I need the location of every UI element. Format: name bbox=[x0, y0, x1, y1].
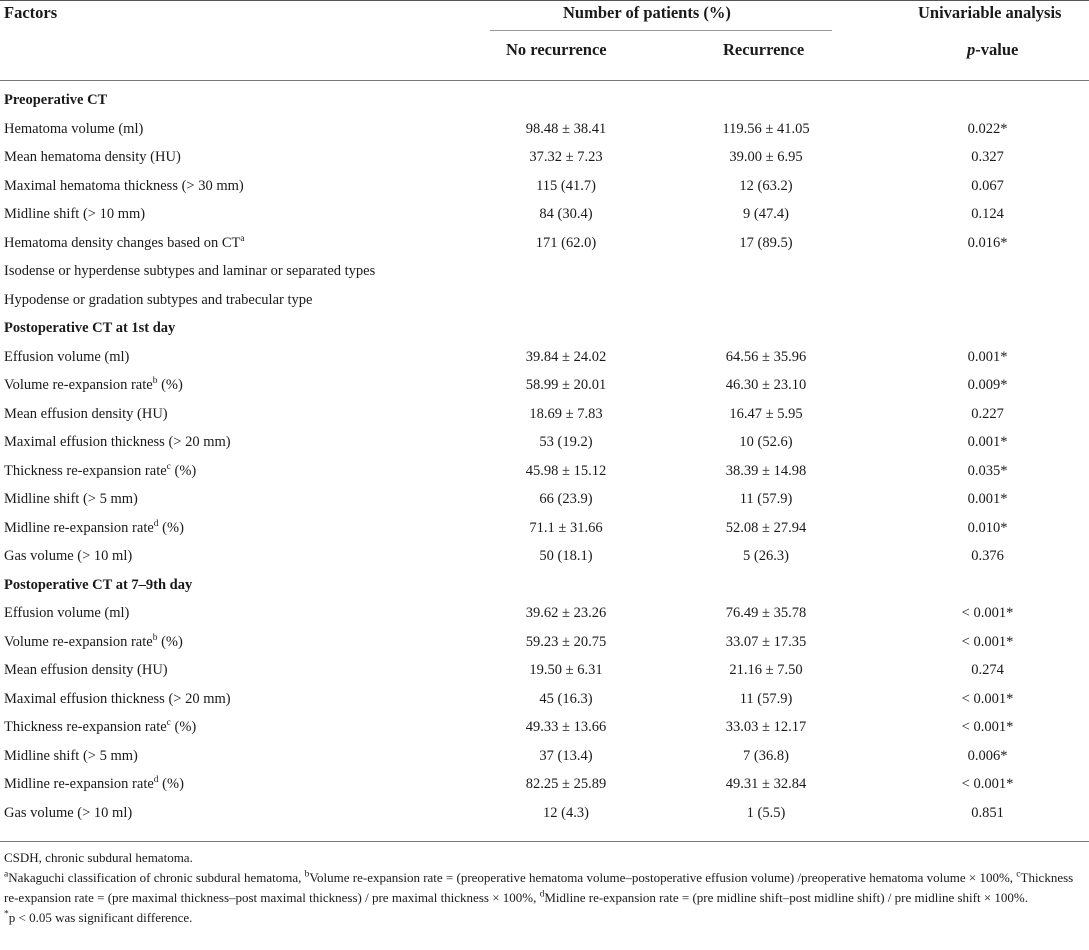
row-label bbox=[4, 656, 168, 685]
recurrence-value: 33.03 ± 12.17 bbox=[725, 719, 807, 735]
row-label-text: Thickness re-expansion rate bbox=[4, 719, 167, 735]
table-row bbox=[0, 286, 1089, 315]
row-label bbox=[4, 371, 183, 400]
row-label-text: Gas volume (> 10 ml) bbox=[4, 804, 133, 821]
row-label-text: Midline shift (> 10 mm) bbox=[4, 206, 146, 222]
row-label-unit: (%) bbox=[170, 462, 197, 479]
row-label-text: Gas volume (> 10 ml) bbox=[4, 548, 133, 564]
row-label bbox=[4, 514, 184, 543]
p-value: 0.124 bbox=[971, 206, 1004, 222]
recurrence-value: 33.07 ± 17.35 bbox=[725, 633, 807, 650]
recurrence-value: 16.47 ± 5.95 bbox=[729, 405, 803, 422]
row-label-text: Midline shift (> 5 mm) bbox=[4, 491, 138, 507]
recurrence-value: 1 (5.5) bbox=[746, 804, 786, 821]
table-row bbox=[0, 542, 1089, 571]
table-row bbox=[0, 485, 1089, 514]
row-label bbox=[4, 799, 132, 828]
section-heading bbox=[4, 571, 192, 600]
row-label bbox=[4, 257, 375, 286]
footnote-marker: d bbox=[153, 518, 159, 529]
no-recurrence-value: 66 (23.9) bbox=[539, 491, 593, 507]
p-value: < 0.001* bbox=[961, 690, 1014, 707]
p-rest: -value bbox=[975, 40, 1019, 59]
no-recurrence-value: 71.1 ± 31.66 bbox=[529, 519, 603, 536]
p-value: 0.001* bbox=[967, 434, 1008, 450]
p-value: 0.227 bbox=[971, 405, 1004, 422]
footnote-marker: c bbox=[166, 461, 171, 472]
table-row bbox=[0, 457, 1089, 486]
row-label-text: Thickness re-expansion rate bbox=[4, 462, 167, 479]
p-value: 0.001* bbox=[967, 348, 1008, 365]
row-label bbox=[4, 742, 138, 771]
recurrence-value: 46.30 ± 23.10 bbox=[725, 377, 807, 393]
no-recurrence-value: 82.25 ± 25.89 bbox=[525, 776, 607, 792]
row-label-unit: (%) bbox=[170, 719, 197, 735]
row-label-text: Hematoma density changes based on CT bbox=[4, 234, 241, 251]
table-row bbox=[0, 115, 1089, 144]
footnote-marker-star: * bbox=[4, 909, 9, 920]
row-label bbox=[4, 229, 245, 258]
p-value: 0.006* bbox=[967, 747, 1008, 764]
no-recurrence-value: 19.50 ± 6.31 bbox=[529, 662, 603, 678]
table-row bbox=[0, 343, 1089, 372]
row-label bbox=[4, 599, 129, 628]
no-recurrence-value: 115 (41.7) bbox=[536, 177, 596, 194]
table-row bbox=[0, 428, 1089, 457]
section-heading bbox=[4, 86, 107, 115]
footnote-marker: b bbox=[152, 632, 158, 643]
no-recurrence-value: 58.99 ± 20.01 bbox=[525, 377, 607, 393]
row-label bbox=[4, 200, 145, 229]
table-row bbox=[0, 628, 1089, 657]
footnote-marker: c bbox=[166, 718, 171, 729]
no-recurrence-value: 37 (13.4) bbox=[539, 747, 593, 764]
row-label-text: Isodense or hyperdense subtypes and laminar or separated types bbox=[4, 263, 376, 279]
p-value: 0.376 bbox=[971, 548, 1004, 564]
recurrence-value: 5 (26.3) bbox=[743, 548, 789, 564]
recurrence-value: 39.00 ± 6.95 bbox=[729, 149, 803, 165]
footnote-c: Thickness re-expansion rate = (pre maximal thickness–post maximal thickness) / pre maximal thickness × 100%, bbox=[4, 870, 1074, 905]
no-recurrence-value: 53 (19.2) bbox=[539, 434, 593, 450]
row-label-unit: (%) bbox=[157, 633, 183, 650]
no-recurrence-value: 39.84 ± 24.02 bbox=[525, 348, 607, 365]
footnote-marker-a: a bbox=[4, 869, 9, 880]
row-label-text: Maximal hematoma thickness (> 30 mm) bbox=[4, 177, 244, 194]
row-label bbox=[4, 685, 231, 714]
no-recurrence-value: 59.23 ± 20.75 bbox=[525, 633, 607, 650]
recurrence-value: 9 (47.4) bbox=[743, 206, 789, 222]
row-label bbox=[4, 115, 143, 144]
table-body bbox=[0, 86, 1089, 827]
row-label-text: Hematoma volume (ml) bbox=[4, 120, 144, 137]
row-label bbox=[4, 770, 184, 799]
row-label bbox=[4, 457, 196, 486]
footnote-marker-b: b bbox=[304, 869, 310, 880]
no-recurrence-value: 45 (16.3) bbox=[539, 690, 593, 707]
footnote-marker-c: c bbox=[1016, 869, 1021, 880]
header-bottom-rule bbox=[0, 80, 1089, 81]
row-label bbox=[4, 628, 183, 657]
table-row bbox=[0, 371, 1089, 400]
no-recurrence-value: 45.98 ± 15.12 bbox=[525, 462, 607, 479]
section-heading bbox=[4, 314, 175, 343]
table-row bbox=[0, 713, 1089, 742]
table-bottom-rule bbox=[0, 841, 1089, 842]
row-label-text: Postoperative CT at 7–9th day bbox=[4, 576, 193, 593]
section-row bbox=[0, 314, 1089, 343]
no-recurrence-value: 84 (30.4) bbox=[539, 206, 593, 222]
row-label-text: Volume re-expansion rate bbox=[4, 633, 153, 650]
table-row bbox=[0, 257, 1089, 286]
row-label bbox=[4, 542, 132, 571]
table-footnotes bbox=[4, 848, 1084, 928]
recurrence-value: 10 (52.6) bbox=[739, 434, 793, 450]
no-recurrence-value: 12 (4.3) bbox=[543, 804, 589, 821]
recurrence-value: 11 (57.9) bbox=[739, 491, 793, 507]
p-value: 0.851 bbox=[971, 804, 1004, 821]
row-label-text: Mean effusion density (HU) bbox=[4, 405, 168, 422]
p-value: 0.022* bbox=[967, 120, 1008, 137]
row-label-text: Mean effusion density (HU) bbox=[4, 662, 168, 678]
table-row bbox=[0, 200, 1089, 229]
row-label-text: Effusion volume (ml) bbox=[4, 605, 130, 621]
footnote-abbreviation: CSDH, chronic subdural hematoma. bbox=[4, 850, 193, 865]
row-label-text: Maximal effusion thickness (> 20 mm) bbox=[4, 690, 231, 707]
table-row bbox=[0, 742, 1089, 771]
recurrence-value: 52.08 ± 27.94 bbox=[725, 519, 807, 536]
recurrence-value: 38.39 ± 14.98 bbox=[725, 462, 807, 479]
table-row bbox=[0, 143, 1089, 172]
no-recurrence-value: 18.69 ± 7.83 bbox=[529, 405, 603, 422]
p-value: < 0.001* bbox=[961, 719, 1014, 735]
row-label-text: Hypodense or gradation subtypes and trabecular type bbox=[4, 291, 313, 308]
recurrence-value: 11 (57.9) bbox=[739, 690, 793, 707]
no-recurrence-value: 50 (18.1) bbox=[539, 548, 593, 564]
row-label bbox=[4, 713, 196, 742]
recurrence-value: 64.56 ± 35.96 bbox=[725, 348, 807, 365]
row-label-unit: (%) bbox=[158, 776, 184, 792]
row-label-text: Midline shift (> 5 mm) bbox=[4, 747, 138, 764]
header-factors: Factors bbox=[4, 3, 58, 22]
no-recurrence-value: 49.33 ± 13.66 bbox=[525, 719, 607, 735]
no-recurrence-value: 171 (62.0) bbox=[535, 234, 597, 251]
footnote-star: p < 0.05 was significant difference. bbox=[8, 910, 193, 925]
p-value: < 0.001* bbox=[961, 605, 1014, 621]
footnote-marker: b bbox=[152, 376, 158, 387]
p-value: 0.067 bbox=[971, 177, 1004, 194]
table-row bbox=[0, 514, 1089, 543]
table-row bbox=[0, 656, 1089, 685]
recurrence-value: 119.56 ± 41.05 bbox=[722, 120, 810, 137]
row-label-text: Midline re-expansion rate bbox=[4, 776, 154, 792]
no-recurrence-value: 98.48 ± 38.41 bbox=[525, 120, 607, 137]
row-label bbox=[4, 428, 231, 457]
section-row bbox=[0, 86, 1089, 115]
table-row bbox=[0, 770, 1089, 799]
p-value: 0.035* bbox=[967, 462, 1008, 479]
footnote-b: Volume re-expansion rate = (preoperative hematoma volume–postoperative effusion volume) /preoperative hematoma volume × 100%, bbox=[309, 870, 1017, 885]
top-rule bbox=[0, 0, 1089, 1]
recurrence-value: 17 (89.5) bbox=[739, 234, 793, 251]
recurrence-value: 76.49 ± 35.78 bbox=[725, 605, 807, 621]
row-label bbox=[4, 286, 312, 315]
p-italic: p bbox=[967, 40, 976, 59]
row-label-text: Volume re-expansion rate bbox=[4, 377, 153, 393]
row-label bbox=[4, 400, 168, 429]
row-label-text: Maximal effusion thickness (> 20 mm) bbox=[4, 434, 231, 450]
row-label-text: Preoperative CT bbox=[4, 92, 108, 108]
header-number-of-patients: Number of patients (%) bbox=[563, 3, 731, 22]
header-subrule bbox=[490, 30, 832, 31]
recurrence-value: 21.16 ± 7.50 bbox=[729, 662, 803, 678]
row-label-text: Effusion volume (ml) bbox=[4, 348, 130, 365]
p-value: 0.016* bbox=[967, 234, 1008, 251]
p-value: 0.327 bbox=[971, 149, 1004, 165]
row-label-unit: (%) bbox=[158, 519, 184, 536]
footnote-marker-d: d bbox=[539, 889, 545, 900]
table-row bbox=[0, 599, 1089, 628]
row-label bbox=[4, 172, 244, 201]
no-recurrence-value: 37.32 ± 7.23 bbox=[529, 149, 603, 165]
table-row bbox=[0, 799, 1089, 828]
row-label-unit: (%) bbox=[157, 377, 183, 393]
p-value: < 0.001* bbox=[961, 633, 1014, 650]
p-value: 0.274 bbox=[971, 662, 1004, 678]
table-row bbox=[0, 229, 1089, 258]
row-label bbox=[4, 485, 138, 514]
row-label bbox=[4, 343, 129, 372]
row-label-text: Mean hematoma density (HU) bbox=[4, 149, 181, 165]
table-row bbox=[0, 685, 1089, 714]
recurrence-value: 7 (36.8) bbox=[743, 747, 789, 764]
footnote-definitions bbox=[4, 868, 1084, 908]
footnote-marker: a bbox=[240, 233, 245, 244]
footnote-a: Nakaguchi classification of chronic subdural hematoma, bbox=[8, 870, 305, 885]
footnote-marker: d bbox=[153, 775, 159, 786]
row-label-text: Midline re-expansion rate bbox=[4, 519, 154, 536]
header-no-recurrence: No recurrence bbox=[506, 40, 607, 59]
footnote-significance bbox=[4, 908, 1084, 928]
row-label-text: Postoperative CT at 1st day bbox=[4, 320, 176, 336]
no-recurrence-value: 39.62 ± 23.26 bbox=[525, 605, 607, 621]
header-recurrence: Recurrence bbox=[723, 40, 805, 59]
header-univariable-analysis: Univariable analysis bbox=[918, 3, 1062, 22]
recurrence-value: 12 (63.2) bbox=[739, 177, 793, 194]
p-value: 0.001* bbox=[967, 491, 1008, 507]
table-row bbox=[0, 172, 1089, 201]
p-value: 0.010* bbox=[967, 519, 1008, 536]
recurrence-value: 49.31 ± 32.84 bbox=[725, 776, 807, 792]
table-row bbox=[0, 400, 1089, 429]
header-p-value bbox=[967, 40, 1018, 60]
p-value: < 0.001* bbox=[961, 776, 1014, 792]
p-value: 0.009* bbox=[967, 377, 1008, 393]
footnote-d: Midline re-expansion rate = (pre midline shift–post midline shift) / pre midline shift × 100%. bbox=[544, 890, 1029, 905]
row-label bbox=[4, 143, 181, 172]
section-row bbox=[0, 571, 1089, 600]
